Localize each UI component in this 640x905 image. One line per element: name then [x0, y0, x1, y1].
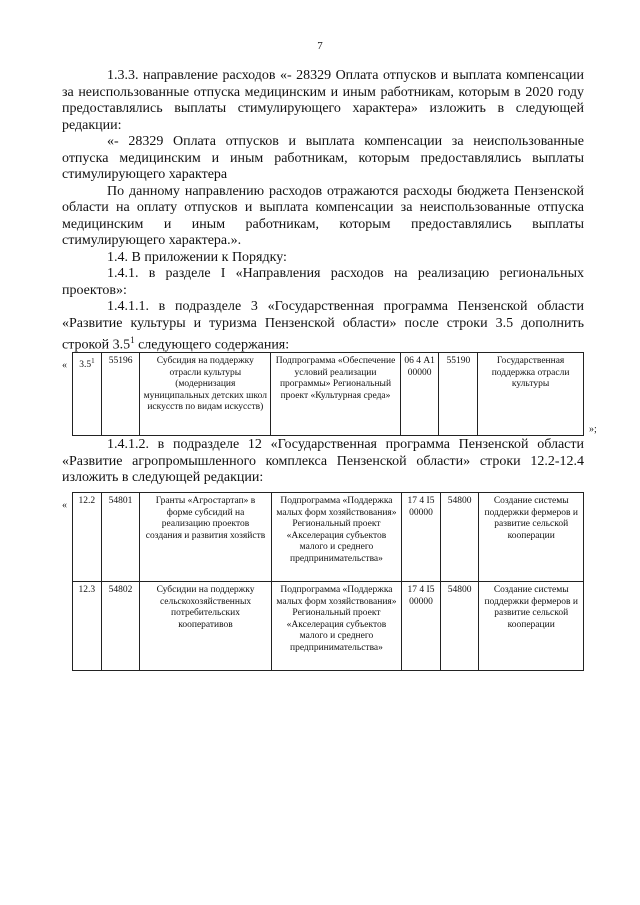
expense-description: Субсидия на поддержку отрасли культуры (модернизация муниципальных детских школ искусств по видам искусств): [140, 353, 271, 436]
paragraph-description: По данному направлению расходов отражаются расходы бюджета Пензенской области на оплату отпусков и выплата компенсации за неиспользованные отпуска медицинским и иным работникам, которым предоставлялись выплаты стимулирующего характера.».: [62, 183, 584, 248]
row-number: $3.5^1$: [73, 353, 102, 436]
purpose-name: Создание системы поддержки фермеров и развитие сельской кооперации: [479, 493, 584, 582]
program-name: Подпрограмма «Обеспечение условий реализации программы» Региональный проект «Культурная среда»: [271, 353, 401, 436]
paragraph-1-4-1-1-text: 1.4.1.1. в подразделе 3 «Государственная программа Пензенской области «Развитие культуры и туризма Пензенской области» после строки 3.5 дополнить строкой 3.5: [62, 299, 584, 353]
amendment-text-block-2: [62, 437, 584, 487]
expense-code: 54802: [101, 582, 140, 671]
page-number: 7: [317, 40, 323, 52]
table-row: [73, 353, 584, 436]
kbk-code: 06 4 А1 00000: [400, 353, 439, 436]
program-name: Подпрограмма «Поддержка малых форм хозяйствования» Региональный проект «Акселерация субъектов малого и среднего предпринимательства»: [271, 582, 402, 671]
expense-code: 55196: [101, 353, 140, 436]
row-number: 12.2: [73, 493, 102, 582]
kbk-code: 17 4 I5 00000: [402, 493, 441, 582]
paragraph-1-4-1-2: 1.4.1.2. в подразделе 12 «Государственная программа Пензенской области «Развитие агропромышленного комплекса Пензенской области» строки 12.2-12.4 изложить в следующей редакции:: [62, 437, 584, 485]
purpose-code: 55190: [439, 353, 478, 436]
paragraph-1-4-1-1: [62, 299, 584, 354]
table-row: [73, 493, 584, 582]
table1-open-quote: «: [62, 360, 67, 371]
purpose-name: Создание системы поддержки фермеров и развитие сельской кооперации: [479, 582, 584, 671]
program-name: Подпрограмма «Поддержка малых форм хозяйствования» Региональный проект «Акселерация субъектов малого и среднего предпринимательства»: [271, 493, 402, 582]
expense-code: 54801: [101, 493, 140, 582]
table1-close-quote: »;: [589, 424, 597, 435]
purpose-code: 54800: [440, 493, 479, 582]
table-row: [73, 582, 584, 671]
paragraph-1-4-1-1-tail: следующего содержания:: [134, 337, 290, 353]
row-number: 12.3: [73, 582, 102, 671]
purpose-name: Государственная поддержка отрасли культуры: [478, 353, 584, 436]
paragraph-1-4-1: 1.4.1. в разделе I «Направления расходов на реализацию региональных проектов»:: [62, 266, 584, 298]
kbk-code: 17 4 I5 00000: [402, 582, 441, 671]
expense-description: Гранты «Агростартап» в форме субсидий на реализацию проектов создания и развития хозяйств: [140, 493, 271, 582]
table2-open-quote: «: [62, 500, 67, 511]
table-rows-12: [72, 492, 584, 671]
paragraph-1-4-1-1-sup: 1: [130, 335, 135, 345]
paragraph-new-wording: «- 28329 Оплата отпусков и выплата компенсации за неиспользованные отпуска медицинским и иным работникам, которым предоставлялись выплаты стимулирующего характера: [62, 134, 584, 182]
paragraph-1-3-3: 1.3.3. направление расходов «- 28329 Оплата отпусков и выплата компенсации за неиспользованные отпуска медицинским и иным работникам, которым в 2020 году предоставлялись выплаты стимулирующего характера» изложить в следующей редакции:: [62, 68, 584, 133]
table-row-3-5-1: [72, 352, 584, 436]
expense-description: Субсидии на поддержку сельскохозяйственных потребительских кооперативов: [140, 582, 271, 671]
amendment-text-block: [62, 68, 584, 354]
paragraph-1-4: 1.4. В приложении к Порядку:: [107, 249, 287, 265]
purpose-code: 54800: [440, 582, 479, 671]
